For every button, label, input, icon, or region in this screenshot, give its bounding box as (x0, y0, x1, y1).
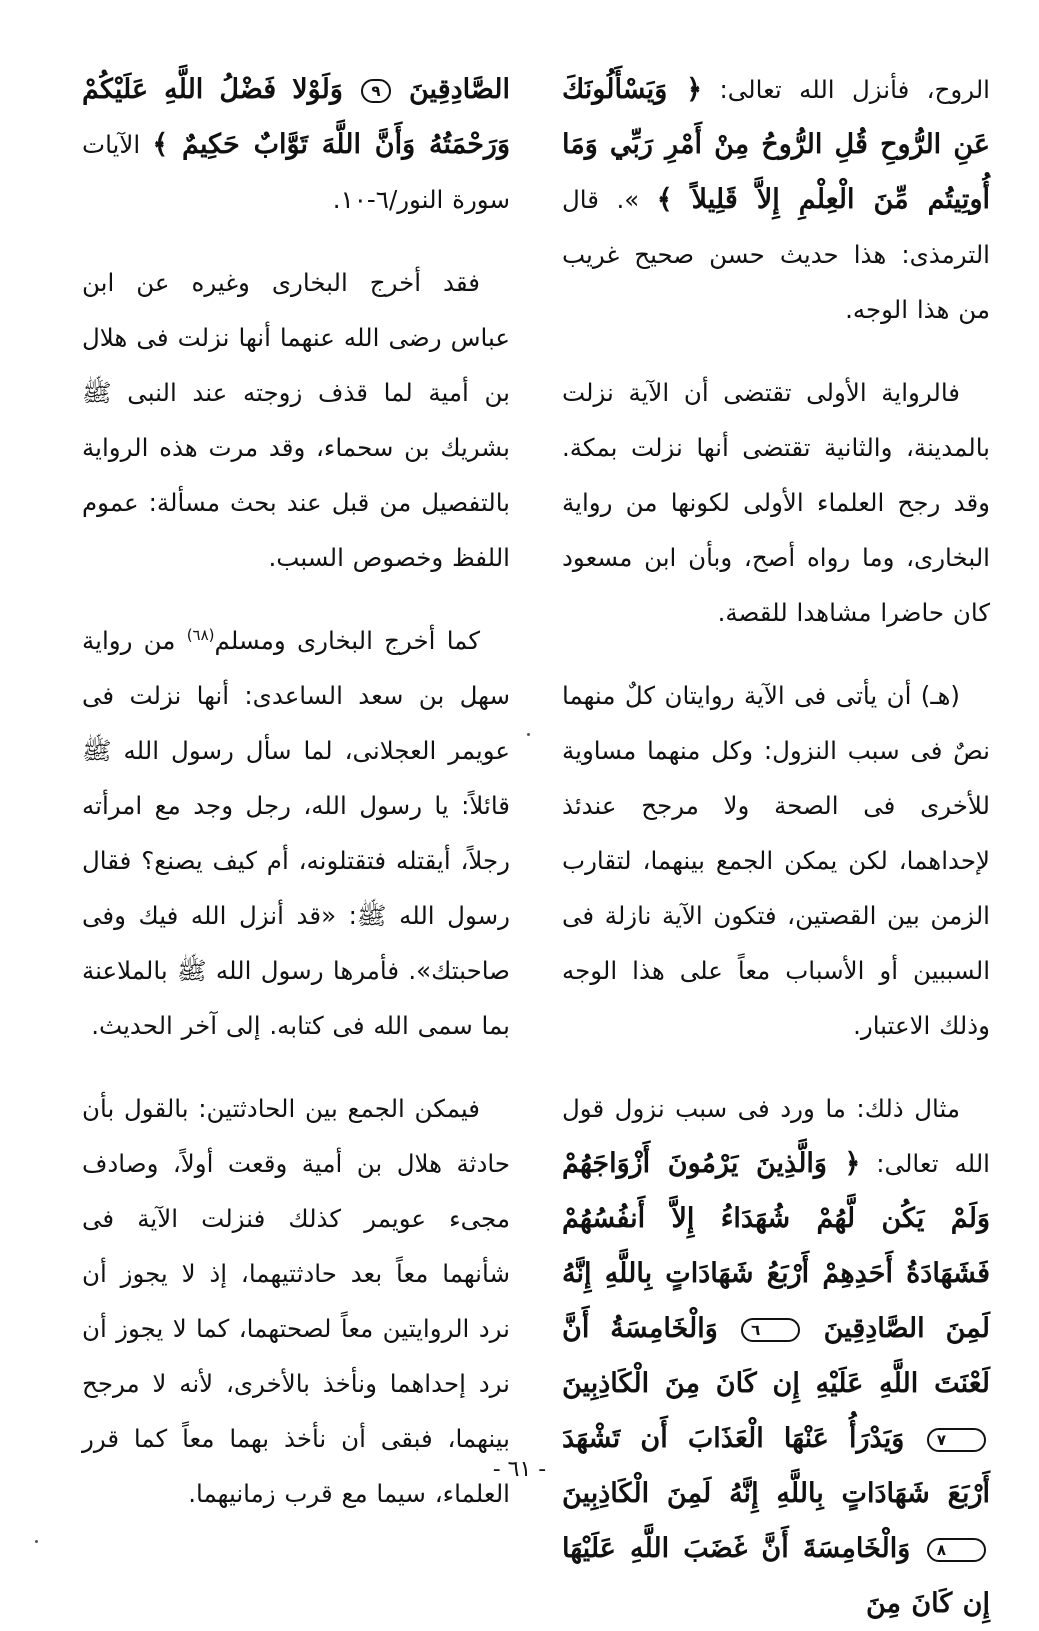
left-column (82, 62, 510, 1521)
footnote-reference: (٦٨) (186, 625, 215, 644)
body-text: مثال ذلك: ما ورد فى سبب نزول قول الله تعالى: (562, 1094, 990, 1178)
paragraph: فقد أخرج البخارى وغيره عن ابن عباس رضى الله عنهما أنها نزلت فى هلال بن أمية لما قذف زوجته عند النبى ﷺ بشريك بن سحماء، وقد مرت هذه الرواية بالتفصيل من قبل عند بحث مسألة: عموم اللفظ وخصوص السبب. (82, 268, 510, 572)
paragraph (562, 1081, 990, 1631)
scan-speck (527, 733, 530, 736)
body-text: من رواية سهل بن سعد الساعدى: أنها نزلت فى عويمر العجلانى، لما سأل رسول الله ﷺ قائلاً: يا رسول الله، رجل وجد مع امرأته رجلاً، أيقتله فتقتلونه، أم كيف يصنع؟ فقال رسول الله ﷺ: «قد أنزل الله فيك وفى صاحبتك». فأمرها رسول الله ﷺ بالملاعنة بما سمى الله فى كتابه. إلى آخر الحديث. (82, 626, 510, 1040)
page-number: - ٦١ - (492, 1457, 547, 1482)
body-text: ». قال الترمذى: هذا حديث حسن صحيح غريب من هذا الوجه. (562, 185, 990, 324)
quran-verse: وَلَوْلا فَضْلُ اللَّهِ عَلَيْكُمْ وَرَحْمَتُهُ وَأَنَّ اللَّهَ تَوَّابٌ حَكِيمٌ ﴾ (82, 74, 510, 160)
scan-speck (35, 1540, 38, 1543)
verse-number-marker: ٧ (927, 1428, 986, 1452)
verse-number-marker: ٦ (741, 1318, 800, 1342)
verse-number-marker: ٨ (927, 1538, 986, 1562)
paragraph: فالرواية الأولى تقتضى أن الآية نزلت بالمدينة، والثانية تقتضى أنها نزلت بمكة. وقد رجح العلماء الأولى لكونها من رواية البخارى، وما رواه أصح، وبأن ابن مسعود كان حاضرا مشاهدا للقصة. (562, 378, 990, 627)
quran-verse: وَالْخَامِسَةَ أَنَّ غَضَبَ اللَّهِ عَلَيْهَا إِن كَانَ مِنَ (562, 1533, 990, 1619)
body-text: الروح، فأنزل الله تعالى: (702, 75, 990, 104)
body-text: كما أخرج البخارى ومسلم (214, 626, 481, 655)
paragraph (562, 62, 990, 337)
paragraph: فيمكن الجمع بين الحادثتين: بالقول بأن حادثة هلال بن أمية وقعت أولاً، وصادف مجىء عويمر كذلك فنزلت الآية فى شأنهما معاً بعد حادثتيهما، إذ لا يجوز أن نرد الروايتين معاً لصحتهما، كما لا يجوز أن نرد إحداهما ونأخذ بالأخرى، لأنه لا مرجح بينهما، فبقى أن نأخذ بهما معاً كما قرر العلماء، سيما مع قرب زمانيهما. (82, 1094, 510, 1508)
quran-verse: وَيَدْرَأُ عَنْهَا الْعَذَابَ أَن تَشْهَدَ أَرْبَعَ شَهَادَاتٍ بِاللَّهِ إِنَّهُ لَمِنَ الْكَاذِبِينَ (562, 1423, 990, 1509)
paragraph (82, 62, 510, 227)
quran-verse: ﴿ وَالَّذِينَ يَرْمُونَ أَزْوَاجَهُمْ وَلَمْ يَكُن لَّهُمْ شُهَدَاءُ إِلاَّ أَنفُسُهُمْ فَشَهَادَةُ أَحَدِهِمْ أَرْبَعُ شَهَادَاتٍ بِاللَّهِ إِنَّهُ لَمِنَ الصَّادِقِينَ (562, 1148, 990, 1344)
quran-verse: وَالْخَامِسَةُ أَنَّ لَعْنَتَ اللَّهِ عَلَيْهِ إِن كَانَ مِنَ الْكَاذِبِينَ (562, 1313, 990, 1399)
verse-number-marker: ٩ (361, 79, 390, 103)
body-text: الآيات سورة النور/٦-١٠. (82, 130, 510, 214)
right-column (562, 62, 990, 1631)
quran-verse: ﴿ وَيَسْأَلُونَكَ عَنِ الرُّوحِ قُلِ الرُّوحُ مِنْ أَمْرِ رَبِّي وَمَا أُوتِيتُم مِّنَ الْعِلْمِ إِلاَّ قَلِيلاً ﴾ (562, 74, 990, 215)
paragraph (82, 613, 510, 1053)
quran-verse: الصَّادِقِينَ (409, 74, 510, 105)
paragraph: (هـ) أن يأتى فى الآية روايتان كلٌ منهما نصٌ فى سبب النزول: وكل منهما مساوية للأخرى فى الصحة ولا مرجح عندئذ لإحداهما، لكن يمكن الجمع بينهما، لتقارب الزمن بين القصتين، فتكون الآية نازلة فى السببين أو الأسباب معاً على هذا الوجه وذلك الاعتبار. (562, 681, 990, 1040)
